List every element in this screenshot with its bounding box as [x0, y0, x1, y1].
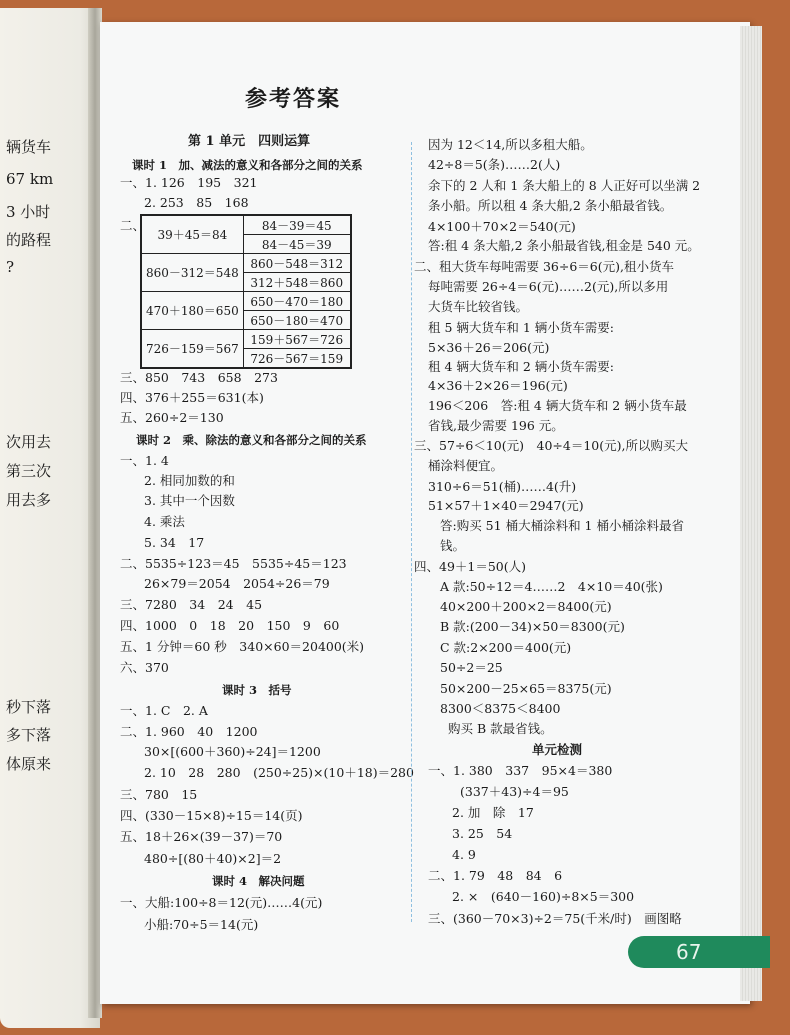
answer-line: 三、780 15 [120, 787, 198, 802]
answer-line: 5. 34 17 [144, 535, 205, 550]
answer-line: 答:租 4 条大船,2 条小船最省钱,租金是 540 元。 [428, 238, 700, 253]
page-number: 67 [676, 940, 702, 964]
answer-line: A 款:50÷12＝4……2 4×10＝40(张) [440, 579, 663, 594]
answer-line: 因为 12＜14,所以多租大船。 [428, 137, 593, 152]
answer-line: 五、18＋26×(39－37)＝70 [120, 829, 283, 844]
answer-line: 196＜206 答:租 4 辆大货车和 2 辆小货车最 [428, 398, 687, 413]
prev-page-text: 第三次 [6, 462, 52, 480]
lesson-heading: 课时 2 乘、除法的意义和各部分之间的关系 [136, 433, 367, 447]
answer-line: 四、376＋255＝631(本) [120, 390, 264, 405]
answer-line: 5×36＋26＝206(元) [428, 340, 550, 355]
prev-page-text: 67 km [6, 170, 54, 188]
answer-line: 大货车比较省钱。 [428, 299, 529, 314]
table-cell: 84－39＝45 [243, 215, 351, 235]
answer-line: 51×57＋1×40＝2947(元) [428, 498, 584, 513]
previous-page [0, 8, 100, 1028]
prev-page-text: 的路程 [6, 231, 52, 249]
answer-line: (337＋43)÷4＝95 [460, 784, 569, 799]
answer-line: 50×200－25×65＝8375(元) [440, 681, 612, 696]
table-cell: 650－180＝470 [243, 311, 351, 330]
answer-line: 3. 25 54 [452, 826, 513, 841]
prev-page-text: ? [6, 258, 15, 276]
answer-line: 五、260÷2＝130 [120, 410, 224, 425]
answer-line: 2. 10 28 280 (250÷25)×(10＋18)＝280 [144, 765, 414, 780]
answer-line: 二、1. 960 40 1200 [120, 724, 258, 739]
answer-line: 40×200＋200×2＝8400(元) [440, 599, 612, 614]
unit-heading: 第 1 单元 四则运算 [188, 134, 311, 149]
answer-line: 2. 253 85 168 [144, 195, 249, 210]
prev-page-text: 体原来 [6, 755, 52, 773]
answer-line: 2. × (640－160)÷8×5＝300 [452, 889, 635, 904]
answer-line: 50÷2＝25 [440, 660, 503, 675]
answer-line: 余下的 2 人和 1 条大船上的 8 人正好可以坐满 2 [428, 178, 701, 193]
answer-line: 租 4 辆大货车和 2 辆小货车需要: [428, 359, 615, 374]
answer-line: 一、1. C 2. A [120, 703, 208, 718]
answer-line: 4. 乘法 [144, 514, 185, 529]
answer-line: 答:购买 51 桶大桶涂料和 1 桶小桶涂料最省 [440, 518, 684, 533]
answer-line: 一、大船:100÷8＝12(元)……4(元) [120, 895, 323, 910]
calculation-table [140, 214, 352, 369]
answer-line: 小船:70÷5＝14(元) [144, 917, 259, 932]
prev-page-text: 多下落 [6, 726, 52, 744]
answer-line: 二、租大货车每吨需要 36÷6＝6(元),租小货车 [414, 259, 674, 274]
answer-line: 2. 相同加数的和 [144, 473, 235, 488]
page-number-tab [628, 936, 770, 968]
table-cell: 726－567＝159 [243, 349, 351, 369]
table-cell: 650－470＝180 [243, 292, 351, 311]
answer-line: 租 5 辆大货车和 1 辆小货车需要: [428, 320, 615, 335]
answer-line: 六、370 [120, 660, 169, 675]
table-cell: 159＋567＝726 [243, 330, 351, 349]
answer-line: 钱。 [440, 538, 466, 553]
table-cell: 860－548＝312 [243, 254, 351, 273]
answer-line: 一、1. 380 337 95×4＝380 [428, 763, 613, 778]
table-cell: 860－312＝548 [141, 254, 243, 292]
answer-line: 三、7280 34 24 45 [120, 597, 263, 612]
page-stack-edge [740, 26, 762, 1001]
unit-test-heading: 单元检测 [532, 742, 583, 757]
answer-line: 三、57÷6＜10(元) 40÷4＝10(元),所以购买大 [414, 438, 688, 453]
answer-line: 8300＜8375＜8400 [440, 701, 561, 716]
answer-line: 二、1. 79 48 84 6 [428, 868, 563, 883]
answer-line: 42÷8＝5(条)……2(人) [428, 157, 561, 172]
table-cell: 312＋548＝860 [243, 273, 351, 292]
answer-line: 购买 B 款最省钱。 [448, 721, 553, 736]
answer-line: C 款:2×200＝400(元) [440, 640, 572, 655]
answer-line: 4×36＋2×26＝196(元) [428, 378, 568, 393]
page-title: 参考答案 [245, 86, 342, 112]
answer-line: 二、 [120, 218, 146, 233]
answer-line: 四、1000 0 18 20 150 9 60 [120, 618, 340, 633]
answer-line: 3. 其中一个因数 [144, 493, 235, 508]
column-divider [411, 142, 412, 922]
answer-line: 桶涂料便宜。 [428, 458, 504, 473]
answer-line: 4. 9 [452, 847, 476, 862]
answer-line: 省钱,最少需要 196 元。 [428, 418, 564, 433]
answer-line: 五、1 分钟＝60 秒 340×60＝20400(米) [120, 639, 365, 654]
prev-page-text: 秒下落 [6, 698, 52, 716]
lesson-heading: 课时 1 加、减法的意义和各部分之间的关系 [132, 158, 363, 172]
lesson-heading: 课时 4 解决问题 [212, 874, 305, 888]
table-cell: 470＋180＝650 [141, 292, 243, 330]
answer-line: 四、(330－15×8)÷15＝14(页) [120, 808, 303, 823]
prev-page-text: 3 小时 [6, 203, 51, 221]
prev-page-text: 用去多 [6, 491, 52, 509]
answer-line: 310÷6＝51(桶)……4(升) [428, 479, 577, 494]
prev-page-text: 次用去 [6, 433, 52, 451]
answer-line: 每吨需要 26÷4＝6(元)……2(元),所以多用 [428, 279, 669, 294]
answer-line: 四、49＋1＝50(人) [414, 559, 527, 574]
answer-line: 三、(360－70×3)÷2＝75(千米/时) 画图略 [428, 911, 682, 926]
table-cell: 84－45＝39 [243, 235, 351, 254]
answer-line: 一、1. 126 195 321 [120, 175, 258, 190]
table-cell: 726－159＝567 [141, 330, 243, 369]
answer-line: 二、5535÷123＝45 5535÷45＝123 [120, 556, 347, 571]
answer-line: B 款:(200－34)×50＝8300(元) [440, 619, 625, 634]
prev-page-text: 辆货车 [6, 138, 52, 156]
answer-line: 4×100＋70×2＝540(元) [428, 219, 576, 234]
answer-line: 30×[(600＋360)÷24]＝1200 [144, 744, 321, 759]
answer-line: 三、850 743 658 273 [120, 370, 278, 385]
answer-line: 2. 加 除 17 [452, 805, 534, 820]
answer-line: 一、1. 4 [120, 453, 169, 468]
table-cell: 39＋45＝84 [141, 215, 243, 254]
answer-line: 26×79＝2054 2054÷26＝79 [144, 576, 330, 591]
answer-line: 条小船。所以租 4 条大船,2 条小船最省钱。 [428, 198, 673, 213]
lesson-heading: 课时 3 括号 [222, 683, 292, 697]
answer-line: 480÷[(80＋40)×2]＝2 [144, 851, 282, 866]
